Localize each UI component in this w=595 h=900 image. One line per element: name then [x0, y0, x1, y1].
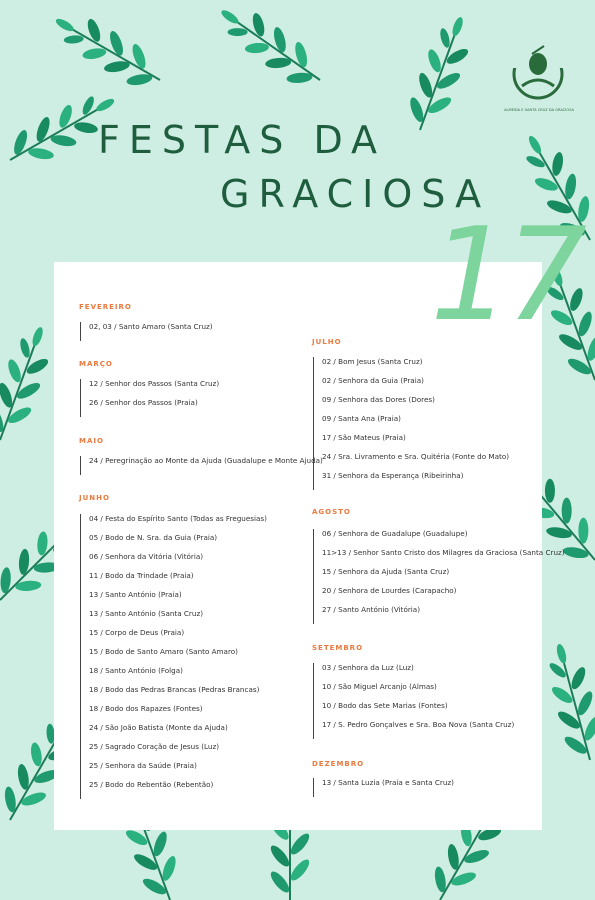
month-label: JULHO [312, 338, 342, 346]
event-item: 10 / São Miguel Arcanjo (Almas) [322, 682, 437, 691]
event-list [80, 379, 219, 417]
event-item: 24 / São João Batista (Monte da Ajuda) [89, 723, 228, 732]
event-item: 17 / S. Pedro Gonçalves e Sra. Boa Nova (Santa Cruz) [322, 720, 515, 729]
month-label: FEVEREIRO [79, 303, 132, 311]
event-item: 06 / Senhora da Vitória (Vitória) [89, 552, 204, 561]
event-item: 09 / Senhora das Dores (Dores) [322, 395, 435, 404]
event-item: 02 / Senhora da Guia (Praia) [322, 376, 424, 385]
event-item: 02 / Bom Jesus (Santa Cruz) [322, 357, 423, 366]
title-line-1: FESTAS DA [98, 118, 387, 162]
event-item: 06 / Senhora de Guadalupe (Guadalupe) [322, 529, 468, 538]
logo-caption: ALMEIDA E SANTA CRUZ DA GRACIOSA [504, 108, 574, 112]
event-list [80, 514, 267, 799]
event-list [313, 529, 565, 624]
event-item: 09 / Santa Ana (Praia) [322, 414, 401, 423]
event-item: 25 / Sagrado Coração de Jesus (Luz) [89, 742, 220, 751]
month-label: SETEMBRO [312, 644, 364, 652]
event-item: 15 / Bodo de Santo Amaro (Santo Amaro) [89, 647, 238, 656]
month-label: MAIO [79, 437, 104, 445]
year-badge: 17 [430, 201, 581, 350]
event-list [80, 456, 323, 475]
event-item: 24 / Sra. Livramento e Sra. Quitéria (Fonte do Mato) [322, 452, 510, 461]
event-item: 13 / Santo António (Praia) [89, 590, 182, 599]
event-item: 15 / Senhora da Ajuda (Santa Cruz) [322, 567, 450, 576]
event-item: 25 / Senhora da Saúde (Praia) [89, 761, 197, 770]
event-item: 18 / Bodo das Pedras Brancas (Pedras Brancas) [89, 685, 260, 694]
event-item: 13 / Santo António (Santa Cruz) [89, 609, 204, 618]
event-list [313, 663, 514, 739]
month-label: AGOSTO [312, 508, 351, 516]
month-label: DEZEMBRO [312, 760, 365, 768]
municipality-logo [508, 44, 568, 118]
event-item: 27 / Santo António (Vitória) [322, 605, 421, 614]
event-item: 15 / Corpo de Deus (Praia) [89, 628, 185, 637]
event-item: 10 / Bodo das Sete Marias (Fontes) [322, 701, 448, 710]
event-item: 13 / Santa Luzia (Praia e Santa Cruz) [322, 778, 454, 787]
month-label: MARÇO [79, 360, 113, 368]
event-item: 17 / São Mateus (Praia) [322, 433, 406, 442]
event-list [80, 322, 213, 341]
event-item: 05 / Bodo de N. Sra. da Guia (Praia) [89, 533, 218, 542]
event-item: 03 / Senhora da Luz (Luz) [322, 663, 414, 672]
event-item: 02, 03 / Santo Amaro (Santa Cruz) [89, 322, 213, 331]
event-item: 20 / Senhora de Lourdes (Carapacho) [322, 586, 457, 595]
month-label: JUNHO [79, 494, 110, 502]
title-line-2: GRACIOSA [220, 172, 491, 216]
event-item: 24 / Peregrinação ao Monte da Ajuda (Guadalupe e Monte Ajuda) [89, 456, 323, 465]
event-item: 12 / Senhor dos Passos (Santa Cruz) [89, 379, 220, 388]
event-item: 18 / Bodo dos Rapazes (Fontes) [89, 704, 203, 713]
event-item: 18 / Santo António (Folga) [89, 666, 183, 675]
event-list [313, 357, 509, 490]
event-list [313, 778, 454, 797]
event-item: 26 / Senhor dos Passos (Praia) [89, 398, 198, 407]
event-item: 11>13 / Senhor Santo Cristo dos Milagres da Graciosa (Santa Cruz) [322, 548, 565, 557]
event-item: 11 / Bodo da Trindade (Praia) [89, 571, 194, 580]
event-item: 31 / Senhora da Esperança (Ribeirinha) [322, 471, 464, 480]
event-item: 04 / Festa do Espírito Santo (Todas as Freguesias) [89, 514, 267, 523]
event-item: 25 / Bodo do Rebentão (Rebentão) [89, 780, 214, 789]
